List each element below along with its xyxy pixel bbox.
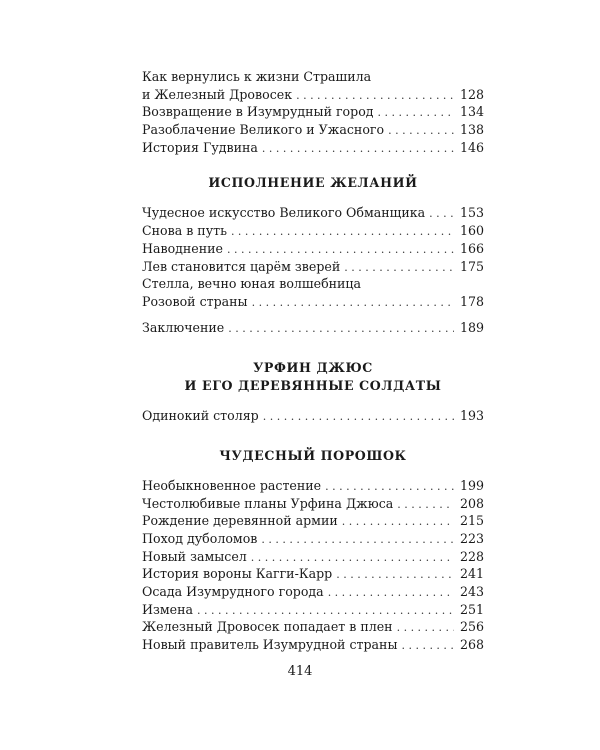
toc-entry-title: Измена — [142, 601, 194, 617]
toc-entry[interactable] — [142, 240, 484, 258]
toc-entry-page: 223 — [459, 531, 484, 547]
dot-leader — [429, 205, 454, 223]
toc-entry[interactable] — [142, 258, 484, 276]
toc-entry-page: 166 — [459, 240, 484, 256]
dot-leader — [388, 122, 454, 140]
toc-entry[interactable] — [142, 103, 484, 121]
toc-entry[interactable] — [142, 512, 484, 530]
toc-entry-page: 138 — [459, 122, 484, 138]
book-title-line1: УРФИН ДЖЮС — [253, 360, 373, 376]
dot-leader — [325, 478, 454, 496]
toc-entry[interactable] — [142, 477, 484, 495]
toc-entry-title-line1: Стелла, вечно юная волшебница — [142, 276, 362, 292]
page-number: 414 — [287, 664, 313, 679]
toc-entry-page: 134 — [459, 104, 484, 120]
toc-entry[interactable] — [142, 407, 484, 425]
toc-entry-page: 241 — [459, 566, 484, 582]
toc-entry[interactable] — [142, 548, 484, 566]
section-heading: ИСПОЛНЕНИЕ ЖЕЛАНИЙ — [208, 175, 418, 191]
toc-entry-page: 128 — [459, 86, 484, 102]
dot-leader — [336, 566, 454, 584]
dot-leader — [231, 223, 454, 241]
toc-entry-page: 146 — [459, 139, 484, 155]
dot-leader — [197, 602, 454, 620]
toc-entry-title: Розовой страны — [142, 293, 248, 309]
toc-entry-page: 189 — [459, 319, 484, 335]
toc-entry-page: 256 — [459, 619, 484, 635]
toc-entry[interactable] — [142, 68, 484, 103]
toc-entry[interactable] — [142, 222, 484, 240]
toc-entry-title: Честолюбивые планы Урфина Джюса — [142, 495, 394, 511]
toc-entry-title: и Железный Дровосек — [142, 86, 293, 102]
toc-entry-page: 153 — [459, 205, 484, 221]
dot-leader — [228, 320, 454, 338]
toc-entry[interactable] — [142, 204, 484, 222]
toc-entry-title: Заключение — [142, 319, 225, 335]
toc-entry[interactable] — [142, 139, 484, 157]
toc-entry-title: История Гудвина — [142, 139, 258, 155]
toc-entry-title: Рождение деревянной армии — [142, 513, 338, 529]
dot-leader — [261, 531, 454, 549]
toc-entry-page: 193 — [459, 408, 484, 424]
toc-entry[interactable] — [142, 275, 484, 310]
toc-entry-page: 251 — [459, 601, 484, 617]
toc-entry-title: Необыкновенное растение — [142, 477, 322, 493]
toc-entry-page: 215 — [459, 513, 484, 529]
dot-leader — [397, 619, 454, 637]
toc-entry[interactable] — [142, 636, 484, 654]
toc-entry-page: 268 — [459, 637, 484, 653]
toc-entry-page: 243 — [459, 584, 484, 600]
toc-entry[interactable] — [142, 495, 484, 513]
toc-entry-page: 178 — [459, 293, 484, 309]
toc-entry-title: Железный Дровосек попадает в плен — [142, 619, 393, 635]
toc-entry-page: 199 — [459, 477, 484, 493]
toc-entry-page: 175 — [459, 258, 484, 274]
dot-leader — [263, 408, 454, 426]
dot-leader — [252, 294, 454, 312]
toc-entry-page: 228 — [459, 548, 484, 564]
toc-entry-title: Разоблачение Великого и Ужасного — [142, 122, 385, 138]
toc-entry[interactable] — [142, 618, 484, 636]
toc-entry-title: Наводнение — [142, 240, 224, 256]
toc-entry-title: Возвращение в Изумрудный город — [142, 104, 374, 120]
dot-leader — [378, 104, 454, 122]
dot-leader — [227, 241, 454, 259]
toc-entry-title: Одинокий столяр — [142, 408, 259, 424]
toc-entry-title: Снова в путь — [142, 223, 227, 239]
dot-leader — [296, 87, 454, 105]
dot-leader — [328, 584, 454, 602]
toc-entry-title: Новый замысел — [142, 548, 247, 564]
toc-entry-title: История вороны Кагги-Карр — [142, 566, 333, 582]
toc-entry-title-line1: Как вернулись к жизни Страшила — [142, 69, 372, 84]
toc-entry[interactable] — [142, 530, 484, 548]
toc-entry[interactable] — [142, 583, 484, 601]
toc-entry[interactable] — [142, 565, 484, 583]
table-of-contents — [142, 68, 484, 654]
toc-entry-page: 208 — [459, 495, 484, 511]
section-heading: ЧУДЕСНЫЙ ПОРОШОК — [219, 447, 407, 463]
dot-leader — [251, 549, 454, 567]
toc-entry-title: Чудесное искусство Великого Обманщика — [142, 205, 426, 221]
dot-leader — [342, 513, 454, 531]
dot-leader — [262, 140, 454, 158]
dot-leader — [401, 637, 454, 655]
dot-leader — [344, 259, 454, 277]
toc-entry-title: Новый правитель Изумрудной страны — [142, 637, 398, 653]
dot-leader — [397, 496, 454, 514]
toc-entry[interactable] — [142, 601, 484, 619]
toc-entry-page: 160 — [459, 223, 484, 239]
toc-entry-title: Осада Изумрудного города — [142, 584, 324, 600]
toc-entry-title: Лев становится царём зверей — [142, 258, 341, 274]
toc-entry-conclusion[interactable] — [142, 319, 484, 337]
toc-entry-title: Поход дуболомов — [142, 531, 258, 547]
book-title-line2: И ЕГО ДЕРЕВЯННЫЕ СОЛДАТЫ — [184, 378, 442, 394]
toc-entry[interactable] — [142, 121, 484, 139]
